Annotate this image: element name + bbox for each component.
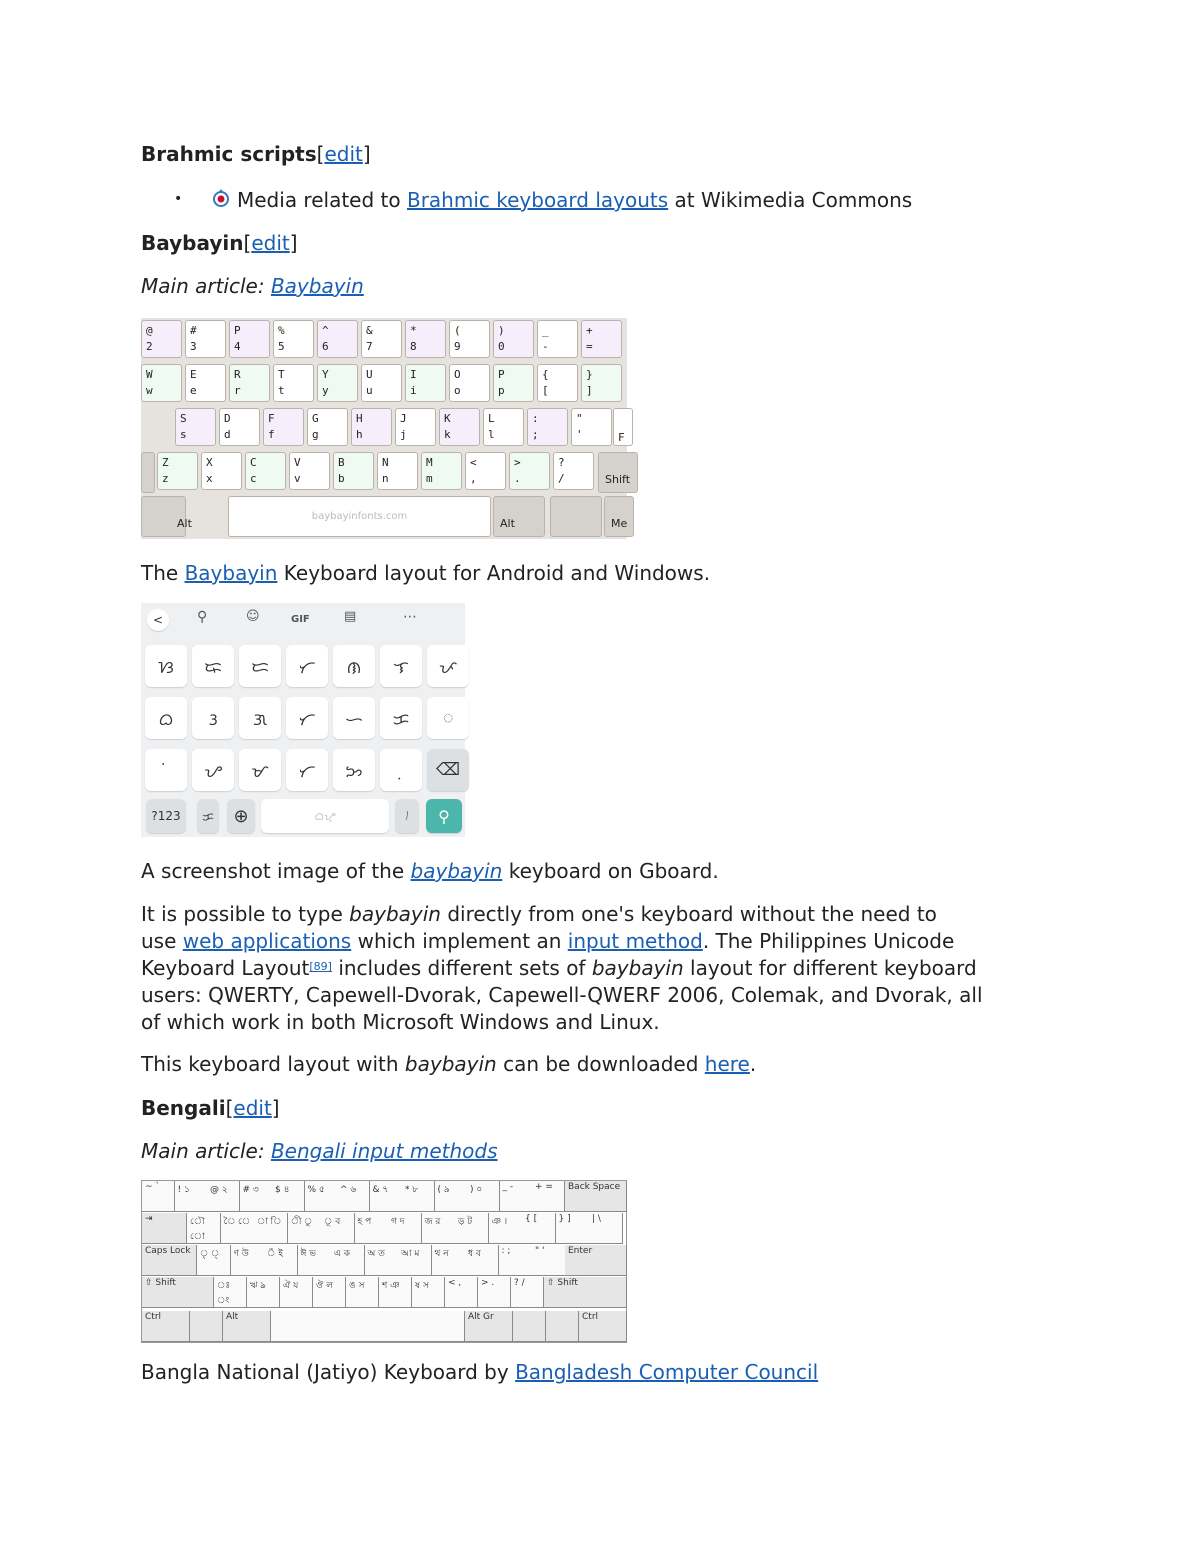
key-lower: u	[366, 384, 373, 397]
search-icon: ⚲	[197, 609, 208, 625]
key-lower: '	[576, 428, 583, 441]
keyboard-key	[527, 408, 568, 446]
key-upper: )	[498, 324, 505, 337]
key-lower: r	[234, 384, 241, 397]
bangladesh-computer-council-link[interactable]: Bangladesh Computer Council	[515, 1360, 819, 1384]
altgr-key: Alt Gr	[465, 1311, 513, 1342]
keyboard-key	[351, 408, 392, 446]
keyboard-key: ঞ ।	[489, 1213, 523, 1244]
keyboard-key	[449, 364, 490, 402]
keyboard-key: _ -	[500, 1181, 533, 1212]
key-lower: o	[454, 384, 461, 397]
space-key: baybayinfonts.com	[228, 496, 491, 537]
keyboard-key	[581, 364, 622, 402]
key-upper: L	[488, 412, 495, 425]
gboard-key: ᜆ	[286, 749, 328, 791]
key-upper: #	[190, 324, 197, 337]
edit-link[interactable]: edit	[251, 231, 290, 255]
key-lower: /	[558, 472, 565, 485]
key-upper: ^	[322, 324, 329, 337]
main-article-baybayin	[141, 273, 364, 300]
input-method-link[interactable]: input method	[567, 929, 703, 953]
key-lower: x	[206, 472, 213, 485]
keyboard-key	[581, 320, 622, 358]
backspace-icon: ⌫	[427, 749, 469, 791]
key-lower: y	[322, 384, 329, 397]
clipboard-icon: ▤	[344, 609, 357, 624]
brahmic-keyboard-layouts-link[interactable]: Brahmic keyboard layouts	[406, 188, 669, 212]
keyboard-key: ( ৯	[435, 1181, 468, 1212]
key-lower: t	[278, 384, 285, 397]
alt-left-label: Alt	[177, 517, 192, 530]
paragraph-download: This keyboard layout with baybayin can be downloaded here.	[141, 1052, 757, 1076]
reference-89-link[interactable]: [89]	[309, 960, 332, 973]
win-key	[190, 1311, 223, 1342]
gboard-key: ᜌ	[192, 749, 234, 791]
key-upper: S	[180, 412, 187, 425]
keyboard-key: ধ ব	[465, 1245, 499, 1276]
keyboard-key: ৌ ো	[187, 1213, 221, 1244]
key-lower: p	[498, 384, 505, 397]
keyboard-key: ঁ ই	[264, 1245, 298, 1276]
keyboard-key: } ]	[556, 1213, 590, 1244]
enter-key: Enter	[565, 1245, 627, 1276]
keyboard-key	[395, 408, 436, 446]
keyboard-key	[175, 408, 216, 446]
key-upper: K	[444, 412, 451, 425]
gboard-key	[145, 749, 187, 791]
keyboard-key	[317, 364, 358, 402]
shift-key: ⇧ Shift	[142, 1277, 214, 1308]
keyboard-key: " '	[532, 1245, 566, 1276]
gboard-key: ᜂ	[192, 697, 234, 739]
key-lower: -	[542, 340, 549, 353]
heading-baybayin: Baybayin[edit]	[141, 231, 298, 255]
keyboard-key	[263, 408, 304, 446]
heading-bengali: Bengali[edit]	[141, 1096, 280, 1120]
heading-text: Baybayin	[141, 231, 244, 255]
key-upper: P	[498, 368, 505, 381]
main-article-label: Main article:	[141, 274, 265, 298]
keyboard-key	[245, 452, 286, 490]
gboard-key: ᜅ	[333, 749, 375, 791]
keyboard-key	[229, 364, 270, 402]
key-upper: B	[338, 456, 345, 469]
keyboard-key	[493, 320, 534, 358]
caption-gboard: A screenshot image of the baybayin keyboard on Gboard.	[141, 859, 719, 883]
heading-text: Brahmic scripts	[141, 142, 317, 166]
space-key: ᜊᜌ᜔	[261, 799, 389, 833]
keyboard-key	[185, 320, 226, 358]
key-lower: =	[586, 340, 593, 353]
keyboard-key: + =	[532, 1181, 565, 1212]
keyboard-key: ণ উ	[231, 1245, 265, 1276]
win-key	[513, 1311, 546, 1342]
keyboard-key: ঔ ল	[313, 1277, 346, 1308]
keyboard-key: ! ১	[175, 1181, 208, 1212]
keyboard-key: : ;	[499, 1245, 533, 1276]
keyboard-key	[229, 320, 270, 358]
baybayin-italic-link[interactable]: baybayin	[410, 859, 503, 883]
keyboard-key	[421, 452, 462, 490]
keyboard-key: ূ ব	[321, 1213, 355, 1244]
more-icon: ⋯	[403, 609, 417, 625]
key-upper: {	[542, 368, 549, 381]
key-lower: l	[488, 428, 495, 441]
key-lower: 7	[366, 340, 373, 353]
keyboard-key: ষ স	[412, 1277, 445, 1308]
space-key	[271, 1311, 465, 1342]
caption-baybayin-keyboard: The Baybayin Keyboard layout for Android and Windows.	[141, 561, 711, 585]
gboard-key: ᜆ	[286, 645, 328, 687]
keyboard-key: ঙ স	[346, 1277, 379, 1308]
gboard-key: ᜑ	[333, 697, 375, 739]
key-upper: (	[454, 324, 461, 337]
keyboard-key: জ র	[422, 1213, 456, 1244]
key-upper: _	[542, 324, 549, 337]
keyboard-key: ঃ ং	[214, 1277, 247, 1308]
key-lower: n	[382, 472, 389, 485]
key-lower: z	[162, 472, 169, 485]
keyboard-key: গ দ	[388, 1213, 422, 1244]
key-upper: }	[586, 368, 593, 381]
commons-icon	[210, 187, 232, 216]
key-lower: h	[356, 428, 363, 441]
keyboard-key	[289, 452, 330, 490]
key-lower: w	[146, 384, 153, 397]
ctrl-key: Ctrl	[579, 1311, 627, 1342]
media-suffix: at Wikimedia Commons	[674, 188, 913, 212]
edit-link[interactable]: edit	[324, 142, 363, 166]
key-upper: G	[312, 412, 319, 425]
key-lower: [	[542, 384, 549, 397]
gboard-key: ᜇ	[239, 645, 281, 687]
key-upper: M	[426, 456, 433, 469]
key-upper: O	[454, 368, 461, 381]
keyboard-key: > .	[478, 1277, 511, 1308]
key-upper: @	[146, 324, 153, 337]
key-lower: d	[224, 428, 231, 441]
keyboard-key: ৃ ্	[197, 1245, 231, 1276]
gboard-key: ᜋ	[239, 749, 281, 791]
gboard-key: ᜄ	[239, 697, 281, 739]
keyboard-key: ^ ৬	[337, 1181, 370, 1212]
key-upper: ?	[558, 456, 565, 469]
keyboard-key	[509, 452, 550, 490]
key-lower: f	[268, 428, 275, 441]
keyboard-key: ? /	[511, 1277, 544, 1308]
back-icon: <	[147, 609, 169, 631]
key-lower: i	[410, 384, 417, 397]
keyboard-key	[439, 408, 480, 446]
alt-right-key: Alt	[493, 496, 545, 537]
baybayin-keyboard-image	[141, 318, 631, 539]
keyboard-key: @ ২	[207, 1181, 240, 1212]
media-prefix: Media related to	[237, 188, 401, 212]
baybayin-main-link[interactable]: Baybayin	[270, 274, 364, 298]
main-article-label: Main article:	[141, 1139, 265, 1163]
key-upper: I	[410, 368, 417, 381]
keyboard-key	[307, 408, 348, 446]
keyboard-key: & ৭	[370, 1181, 403, 1212]
bullet: •	[174, 191, 183, 207]
keyboard-key: এ ক	[331, 1245, 365, 1276]
bengali-input-methods-link[interactable]: Bengali input methods	[270, 1139, 498, 1163]
blank-key	[550, 496, 602, 537]
key-upper: P	[234, 324, 241, 337]
caption-bengali-keyboard: Bangla National (Jatiyo) Keyboard by Bangladesh Computer Council	[141, 1360, 819, 1384]
keyboard-key: < ,	[445, 1277, 478, 1308]
gboard-key	[380, 749, 422, 791]
keyboard-key	[141, 320, 182, 358]
f-edge-key: F	[613, 408, 633, 446]
key-lower: b	[338, 472, 345, 485]
keyboard-key	[317, 320, 358, 358]
key-upper: Y	[322, 368, 329, 381]
key-upper: >	[514, 456, 521, 469]
here-link[interactable]: here	[704, 1052, 750, 1076]
key-upper: E	[190, 368, 197, 381]
keyboard-key	[273, 320, 314, 358]
heading-brahmic-scripts: Brahmic scripts[edit]	[141, 142, 371, 166]
key-lower: 3	[190, 340, 197, 353]
globe-icon: ⊕	[227, 799, 255, 833]
keyboard-key: থ ন	[432, 1245, 466, 1276]
gboard-key: ᜍ	[192, 645, 234, 687]
backspace-key: Back Space	[565, 1181, 627, 1212]
keyboard-key: ৈ ে	[221, 1213, 255, 1244]
search-key: ⚲	[426, 799, 462, 833]
key-upper: :	[532, 412, 539, 425]
keyboard-key: শ ঞ	[379, 1277, 412, 1308]
shift-key: ⇧ Shift	[544, 1277, 627, 1308]
key-lower: v	[294, 472, 301, 485]
keyboard-key: ) ০	[467, 1181, 500, 1212]
key-lower: e	[190, 384, 197, 397]
keyboard-key	[537, 364, 578, 402]
key-upper: N	[382, 456, 389, 469]
key-upper: +	[586, 324, 593, 337]
keyboard-key	[553, 452, 594, 490]
key-lower: m	[426, 472, 433, 485]
bengali-keyboard-image	[141, 1180, 627, 1343]
gboard-key: ᜐ	[145, 645, 187, 687]
keyboard-key	[185, 364, 226, 402]
keyboard-key	[449, 320, 490, 358]
keyboard-key: া ি	[254, 1213, 288, 1244]
key-lower: 4	[234, 340, 241, 353]
key-upper: U	[366, 368, 373, 381]
keyboard-key: ী ু	[288, 1213, 322, 1244]
keyboard-key	[483, 408, 524, 446]
key-upper: <	[470, 456, 477, 469]
gboard-screenshot-image	[141, 603, 465, 837]
key-upper: C	[250, 456, 257, 469]
gboard-key: ᜊ	[145, 697, 187, 739]
keyboard-key: ঋ ঌ	[247, 1277, 280, 1308]
key-upper: %	[278, 324, 285, 337]
key-lower: ,	[470, 472, 477, 485]
keyboard-key: ড় ট	[455, 1213, 489, 1244]
key-lower: .	[514, 472, 521, 485]
key-upper: T	[278, 368, 285, 381]
gboard-key: ᜆ	[286, 697, 328, 739]
keyboard-key	[465, 452, 506, 490]
keyboard-key	[141, 364, 182, 402]
keyboard-key: হ প	[355, 1213, 389, 1244]
key-lower: ]	[586, 384, 593, 397]
keyboard-key	[273, 364, 314, 402]
keyboard-key: ~ `	[142, 1181, 175, 1212]
web-applications-link[interactable]: web applications	[182, 929, 352, 953]
caps-lock-key: Caps Lock	[142, 1245, 197, 1276]
keyboard-key	[405, 364, 446, 402]
shift-key: Shift	[598, 452, 638, 493]
tab-key: ⇥	[142, 1213, 187, 1244]
key-lower: g	[312, 428, 319, 441]
key-lower: 2	[146, 340, 153, 353]
paragraph-input-methods: It is possible to type baybayin directly from one's keyboard without the need to use web applications which implement an input method. The Philippines Unicode Keyboard Layout[89] includes different sets of baybayin layout for different keyboard users: QWERTY, Capewell-Dvorak, Capewell-QWERF 2006, Colemak, and Dvorak, all of which work in both Microsoft Windows and Linux.	[141, 902, 983, 1034]
keyboard-key	[571, 408, 612, 446]
keyboard-key	[405, 320, 446, 358]
key-upper: R	[234, 368, 241, 381]
key-upper: J	[400, 412, 407, 425]
gboard-key: ᜀ	[427, 697, 469, 739]
key-lower: j	[400, 428, 407, 441]
key-upper: F	[268, 412, 275, 425]
heading-text: Bengali	[141, 1096, 226, 1120]
key-lower: k	[444, 428, 451, 441]
keyboard-key: ঈ ভ	[298, 1245, 332, 1276]
key-lower: 5	[278, 340, 285, 353]
edit-link[interactable]: edit	[233, 1096, 272, 1120]
keyboard-key: * ৮	[402, 1181, 435, 1212]
keyboard-key	[361, 320, 402, 358]
key-lower: s	[180, 428, 187, 441]
gboard-key: ᜎ	[380, 645, 422, 687]
menu-key: Me	[604, 496, 634, 537]
keyboard-key: ঐ য	[280, 1277, 313, 1308]
gboard-key: ᜈ	[333, 645, 375, 687]
sticker-icon: ☺	[246, 609, 260, 624]
keyboard-key	[157, 452, 198, 490]
gboard-key: ᜃ	[380, 697, 422, 739]
gboard-key: ᜉ	[427, 645, 469, 687]
key-upper: V	[294, 456, 301, 469]
key-upper: &	[366, 324, 373, 337]
keyboard-key: % ৫	[305, 1181, 338, 1212]
keyboard-key	[377, 452, 418, 490]
keyboard-key: $ ৪	[272, 1181, 305, 1212]
key-lower: 0	[498, 340, 505, 353]
menu-key	[546, 1311, 579, 1342]
keyboard-key	[361, 364, 402, 402]
ctrl-key: Ctrl	[142, 1311, 190, 1342]
key-lower: 8	[410, 340, 417, 353]
keyboard-key	[333, 452, 374, 490]
gif-icon: GIF	[291, 614, 310, 625]
keyboard-key: আ ম	[398, 1245, 432, 1276]
keyboard-key: অ ত	[365, 1245, 399, 1276]
key-upper: H	[356, 412, 363, 425]
alt-key: Alt	[223, 1311, 271, 1342]
keyboard-key	[219, 408, 260, 446]
key-upper: D	[224, 412, 231, 425]
key-upper: Z	[162, 456, 169, 469]
main-article-bengali	[141, 1138, 498, 1165]
mic-key: ᜃ	[197, 799, 219, 833]
keyboard-key	[201, 452, 242, 490]
keyboard-key: | \	[589, 1213, 623, 1244]
punctuation-key: ᜵	[395, 799, 419, 833]
key-lower: 9	[454, 340, 461, 353]
key-upper: *	[410, 324, 417, 337]
key-upper: "	[576, 412, 583, 425]
key-lower: ;	[532, 428, 539, 441]
baybayin-link[interactable]: Baybayin	[184, 561, 278, 585]
key-upper: X	[206, 456, 213, 469]
keyboard-key	[537, 320, 578, 358]
key-upper: W	[146, 368, 153, 381]
numbers-key: ?123	[146, 799, 186, 833]
keyboard-key: { [	[522, 1213, 556, 1244]
key-lower: 6	[322, 340, 329, 353]
keyboard-key	[493, 364, 534, 402]
keyboard-key: # ৩	[240, 1181, 273, 1212]
key-lower: c	[250, 472, 257, 485]
